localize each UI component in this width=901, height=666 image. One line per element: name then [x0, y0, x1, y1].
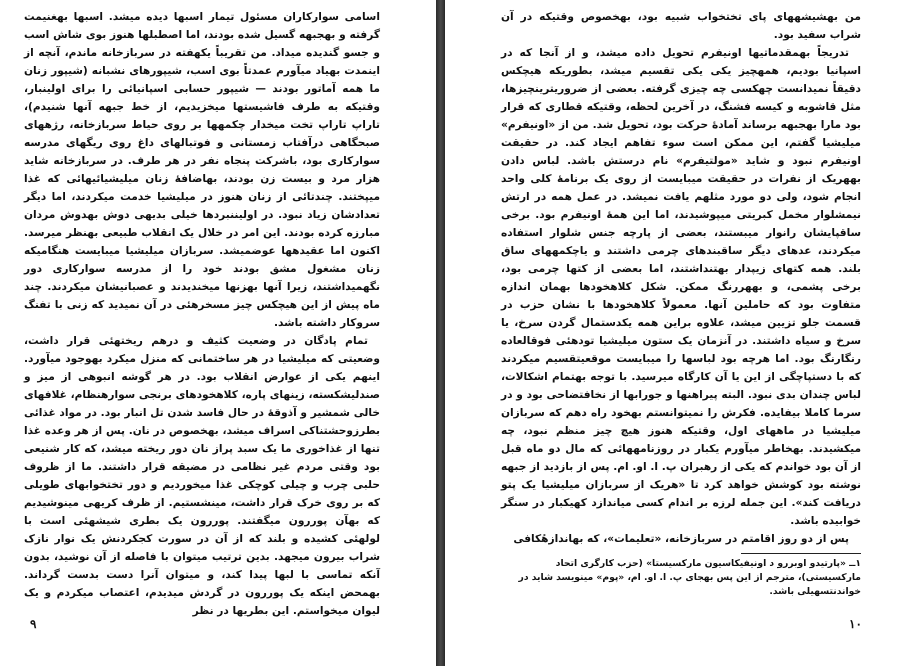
right-paragraph-2: تدریجاً بهمقدماتیها اونیفرم تحویل داده میشد، و از آنجا که در اسپانیا بودیم، همهچیز یکی یکی تقسیم میشد، بطوریکه هیچکس دقیقاً نمیدانست چهکسی چه چیزی گرفته. بعضی از ضروریترینچیزها، مثل قاشوبه و کیسه فشنگ، در آخرین لحظه، وقتیکه قطاری که قرار بود مارا بهجبهه برساند آمادهٔ حرکت بود، تحویل شد. من از «اونیفرم» میلیشیا گفتم، این ممکن است سوء تفاهم ایجاد کند. در حقیقت اونیفرم نبود و شاید «مولتیفرم» نام درستش باشد. لباس دادن بههریک از نفرات در حقیقت میبایست از روی یک برنامهٔ کلی واحد انجام شود، ولی دو مورد مثلهم یافت نمیشد. در عمل همه در ارتش نیمشلوار مخمل کبریتی میپوشیدند، اما این همهٔ اونیفرم بود. برخی ساقپایشان رانوار میبستند، بعضی از پارچه جنس شلوار استفاده میکردند، عدهای دیگر ساقبندهای چرمی داشتند و یاچکمههای ساق بلند. همه کتهای زیپدار بهتنداشتند، اما بعضی از کتها چرمی بود، برخی پشمی، و بههررنگ ممکن. شکل کلاهخودها بهمان اندازه متفاوت بود که حاملین آنها. معمولاً کلاهخودها با نشان حزب در قسمت جلو تزیین میشد، علاوه براین همه یکدستمال گردن سرخ، یا سرخ و سیاه داشتند. در آنزمان یک ستون میلیشیا تودهئی فوقالعاده رنگارنگ بود. اما هرچه بود لباسها را میبایست موقعیتقسیم میکردند که با دستپاچگی از این یا آن کارگاه میرسید. با توجه بهتمام اشکالات، لباس چندان بدی نبود. البته پیراهنها و جورابها از نخافتضاحی بود و در سرما کاملا بیفایده. فکرش را نمیتوانستم بهخود راه دهم که سربازان میلیشیا در ماههای اول، وقتیکه هنوز هیچ چیز منظم نبود، چه میکشیدند. بهخاطر میآورم یکبار در روزنامههائی که مال دو ماه قبل از آن بود خواندم که یکی از رهبران پ. ا. او. ام. پس از بازدید از جبهه نوشته بود کوشش خواهد کرد تا «هریک از سربازان میلیشیا یک پتو دریافت کند». این جمله لرزه بر اندام کسی میاندازد کهیکبار در سنگر خوابیده باشد.: [501, 47, 861, 527]
right-page-footnote: ۱ــ «پارتیدو اوبررو د اونیفیکاسیون مارکسیستا» (حزب کارگری اتحاد مارکسیستی)، مترجم از این پس بهجای پ. ا. او. ام، «پوم» مینویسد شاید در خواندنتسهیلی باشد.: [518, 558, 861, 597]
footnote-divider: [741, 553, 861, 554]
left-page-number: ۹: [30, 617, 37, 631]
right-paragraph-3: پس از دو روز اقامتم در سربازخانه، «تعلیمات»، که بهاندازهٔکافی: [513, 533, 849, 545]
left-paragraph-1: اسامی سوارکاران مسئول تیمار اسبها دیده میشد. اسبها بهغنیمت گرفته و بهجبهه گسیل شده بودند، اما اصطبلها هنوز بوی شاش اسب و جسو گندیده میداد. من تقریباً یکهفته در سربازخانه ماندم، آنچه از اینمدت بهیاد میآورم عمدتاً بوی اسب، شیپورهای نشبانه (شیپور زنان ما همه آماتور بودند — شیپور حسابی اسپانیائی را برای اولینبار، وقتیکه به طرف فاشیستها میخزیدیم، از خط جبهه آنها شنیدم)، تاراپ تاراپ تخت میخدار چکمهها بر روی حیاط سربازخانه، رژههای صبحگاهی درآفتاب زمستانی و فوتبالهای داغ روی ریگهای مدرسه سوارکاری بود، باشرکت پنجاه نفر در هر طرف. در سربازخانه شاید هزار مرد و بیست زن بودند، بهاضافهٔ زنان میلیشیائیهائی که غذا میپختند. چندتائی از زنان هنوز در میلیشیا خدمت میکردند، اما دیگر تعدادشان زیاد نبود. در اولیننبردها خیلی بدیهی دوش بهدوش مردان مبارزه کرده بودند. این امر در خلال یک انقلاب طبیعی بهنظر میرسد. اکنون اما عقیدهها عوضمیشد. سربازان میلیشیا میبایست هنگامیکه زنان مشغول مشق بودند خود را از مدرسه سوارکاری دور نگهمیداشتند، زیرا آنها بهزنها میخندیدند و عصبانیشان میکردند. چند ماه پیش از این هیچکس چیز مسخرهئی در آن نمیدید که زنی با تفنگ سروکار داشته باشد.: [24, 11, 380, 329]
right-page-text-column: [501, 8, 861, 548]
left-page-text-column: [24, 8, 380, 620]
right-paragraph-1: من بهشیشههای پای تختخواب شبیه بود، بهخصوص وقتیکه در آن شراب سفید بود.: [501, 11, 861, 41]
left-paragraph-2: تمام پادگان در وضعیت کثیف و درهم ریختهئی قرار داشت، وضعیتی که میلیشیا در هر ساختمانی که منزل میکرد بهوجود میآورد. اینهم یکی از عوارض انقلاب بود. در هر گوشه انبوهی از میز و صندلیشکسته، زینهای پاره، کلاهخودهای برنجی سوارهنظام، غلافهای خالی شمشیر و آذوقهٔ در حال فاسد شدن تل انبار بود. در مواد غذائی بطرزوحشتناکی اسراف میشد، بهخصوص در نان. پس از هر وعده غذا تنها از غذاخوری ما یک سبد پراز نان دور ریخته میشد، که کار شنیعی بود وقتی مردم غیر نظامی در مضیقه قرار داشتند. ما از ظروف حلبی چرب و چیلی کوچکی غذا میخوردیم و دور تختخوابهای طویلی که بر روی خرک قرار داشت، مینشستیم. از ظرف کریهی مینوشیدیم که بهآن پوررون میگفتند. پوررون یک بطری شیشهئی است با لولهئی کشیده و بلند که از آن در سورت کجکردنش یک نوار نازک شراب بیرون میجهد. بدین ترتیب میتوان با فاصله از آن نوشید، بدون آنکه تماسی با لبها پیدا کند، و میتوان آنرا دست بدست گرداند. بهمحض اینکه یک پوررون در گردش میدیدم، اعتصاب میکردم و یک لیوان میخواستم. این بطریها در نظر: [24, 335, 380, 617]
right-page: [445, 0, 901, 666]
left-page: [0, 0, 436, 666]
book-spine-gutter: [436, 0, 445, 666]
right-page-number: ۱۰: [849, 617, 862, 631]
